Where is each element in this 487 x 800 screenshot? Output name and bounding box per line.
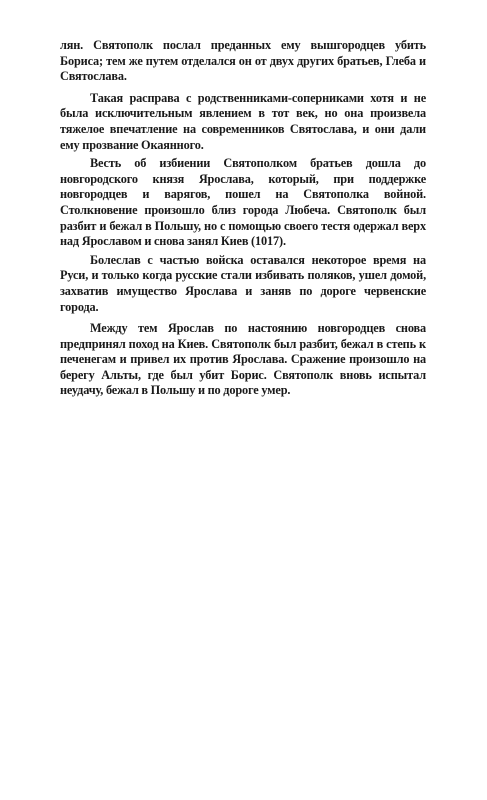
paragraph-continuation: лян. Святополк послал преданных ему вышгородцев убить Бориса; тем же путем отделался он от двух других братьев, Глеба и Святослава. xyxy=(60,38,426,84)
paragraph-alta-battle: Между тем Ярослав по настоянию новгородцев снова предпринял поход на Киев. Святополк был разбит, бежал в степь к печенегам и привел их против Ярослава. Сражение произошло на берегу Альты, где был убит Борис. Святополк вновь испытал неудачу, бежал в Польшу и по дороге умер. xyxy=(60,321,426,398)
paragraph-yaroslav-war: Весть об избиении Святополком братьев дошла до новгородского князя Ярослава, который, при поддержке новгородцев и варягов, пошел на Святополка войной. Столкновение произошло близ города Любеча. Святополк был разбит и бежал в Польшу, но с помощью своего тестя одержал верх над Ярославом и снова занял Киев (1017). xyxy=(60,156,426,249)
paragraph-okayanny: Такая расправа с родственниками-соперниками хотя и не была исключительным явлением в тот век, но она произвела тяжелое впечатление на современников Святослава, и они дали ему прозвание Окаянного. xyxy=(60,90,426,152)
paragraph-boleslav: Болеслав с частью войска оставался некоторое время на Руси, и только когда русские стали избивать поляков, ушел домой, захватив имущество Ярослава и заняв по дороге червенские города. xyxy=(60,252,426,314)
document-page xyxy=(60,38,426,399)
